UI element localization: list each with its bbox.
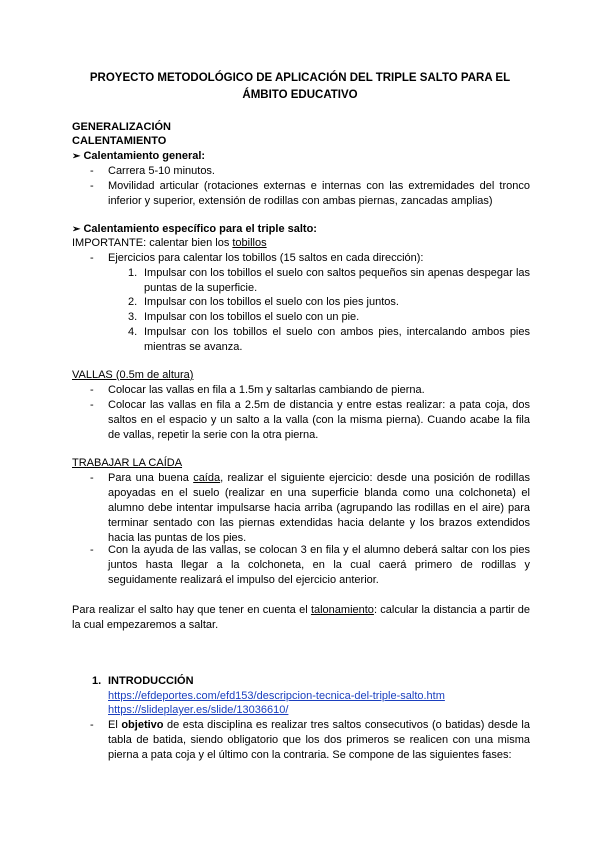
dash-bullet: - — [90, 719, 94, 731]
numbered-item-4: Impulsar con los tobillos el suelo con ambos pies, intercalando ambos pies mientras se avanza. — [144, 326, 530, 353]
arrow-bullet-icon: ➢ — [72, 224, 81, 235]
document-title: PROYECTO METODOLÓGICO DE APLICACIÓN DEL TRIPLE SALTO PARA EL ÁMBITO EDUCATIVO — [89, 72, 511, 101]
general-item-1: Carrera 5-10 minutos. — [108, 165, 215, 177]
important-note — [72, 236, 267, 251]
general-heading — [72, 149, 205, 164]
intro-text-prefix: El — [108, 719, 122, 731]
dash-bullet: - — [90, 399, 94, 411]
numbered-marker: 1. — [128, 267, 138, 279]
general-heading-text: Calentamiento general: — [83, 150, 206, 162]
numbered-marker: 3. — [128, 311, 138, 323]
talonamiento-paragraph — [72, 603, 530, 633]
dash-bullet: - — [90, 180, 94, 192]
general-item-2: Movilidad articular (rotaciones externas e internas con las extremidades del tronco inferior y superior, extensión de rodillas con ambas piernas, zancadas amplias) — [108, 180, 530, 207]
section-calentamiento: CALENTAMIENTO — [72, 135, 167, 147]
dash-bullet: - — [90, 384, 94, 396]
vallas-heading: VALLAS (0.5m de altura) — [72, 369, 194, 381]
caida-item-1-rest: , realizar el siguiente ejercicio: desde una posición de rodillas apoyadas en el suelo (realizar en una superficie blanda como una colchoneta) el alumno debe intentar impulsarse hacia arriba (agrupando las rodillas en el aire) para terminar sentado con las piernas extendidas hacia delante y los brazos extendidos hacia las puntas de los pies. — [108, 472, 530, 544]
section-generalizacion: GENERALIZACIÓN — [72, 121, 171, 133]
caida-item-1-prefix: Para una buena — [108, 472, 194, 484]
numbered-item-2: Impulsar con los tobillos el suelo con los pies juntos. — [144, 296, 399, 308]
talonamiento-rest: : calcular la distancia a partir de la cual empezaremos a saltar. — [72, 604, 530, 631]
numbered-marker: 2. — [128, 296, 138, 308]
intro-link-slideplayer[interactable]: https://slideplayer.es/slide/13036610/ — [108, 704, 289, 716]
important-prefix: IMPORTANTE: calentar bien los — [72, 237, 233, 249]
numbered-marker: 4. — [128, 326, 138, 338]
vallas-item-2: Colocar las vallas en fila a 2.5m de distancia y entre estas realizar: a pata coja, dos saltos en el espacio y un salto a la valla (con la misma pierna). Cuando acabe la fila de vallas, repetir la serie con la otra pierna. — [108, 399, 530, 441]
tobillos-link[interactable]: tobillos — [232, 237, 267, 249]
caida-word: caída — [193, 472, 221, 484]
intro-text-rest: de esta disciplina es realizar tres saltos consecutivos (o batidas) desde la tabla de batida, siendo obligatorio que los dos primeros se realicen con una misma pierna a pata coja y el último con la contraria. Se compone de las siguientes fases: — [108, 719, 530, 761]
talonamiento-word: talonamiento — [310, 604, 374, 616]
numbered-item-3: Impulsar con los tobillos el suelo con un pie. — [144, 311, 360, 323]
especifico-heading-text: Calentamiento específico para el triple salto: — [83, 223, 317, 235]
numbered-item-1: Impulsar con los tobillos el suelo con saltos pequeños sin apenas despegar las puntas de la superficie. — [144, 267, 530, 294]
caida-heading: TRABAJAR LA CAÍDA — [72, 457, 183, 469]
especifico-heading — [72, 222, 317, 237]
talonamiento-prefix: Para realizar el salto hay que tener en cuenta el — [72, 604, 311, 616]
dash-bullet: - — [90, 544, 94, 556]
intro-text-bold: objetivo — [121, 719, 164, 731]
caida-item-1 — [108, 471, 530, 546]
vallas-item-1: Colocar las vallas en fila a 1.5m y saltarlas cambiando de pierna. — [108, 384, 425, 396]
intro-text — [108, 718, 530, 763]
dash-bullet: - — [90, 165, 94, 177]
intro-number: 1. — [92, 675, 102, 687]
caida-item-2: Con la ayuda de las vallas, se colocan 3 en fila y el alumno deberá saltar con los pies juntos hasta llegar a la colchoneta, en la cual caerá primero de rodillas y seguidamente realizará el impulso del ejercicio anterior. — [108, 544, 530, 586]
dash-bullet: - — [90, 472, 94, 484]
exercise-intro: Ejercicios para calentar los tobillos (15 saltos en cada dirección): — [108, 252, 424, 264]
dash-bullet: - — [90, 252, 94, 264]
intro-link-efdeportes[interactable]: https://efdeportes.com/efd153/descripcion-tecnica-del-triple-salto.htm — [108, 690, 445, 702]
arrow-bullet-icon: ➢ — [72, 151, 81, 162]
intro-heading: INTRODUCCIÓN — [108, 675, 194, 687]
